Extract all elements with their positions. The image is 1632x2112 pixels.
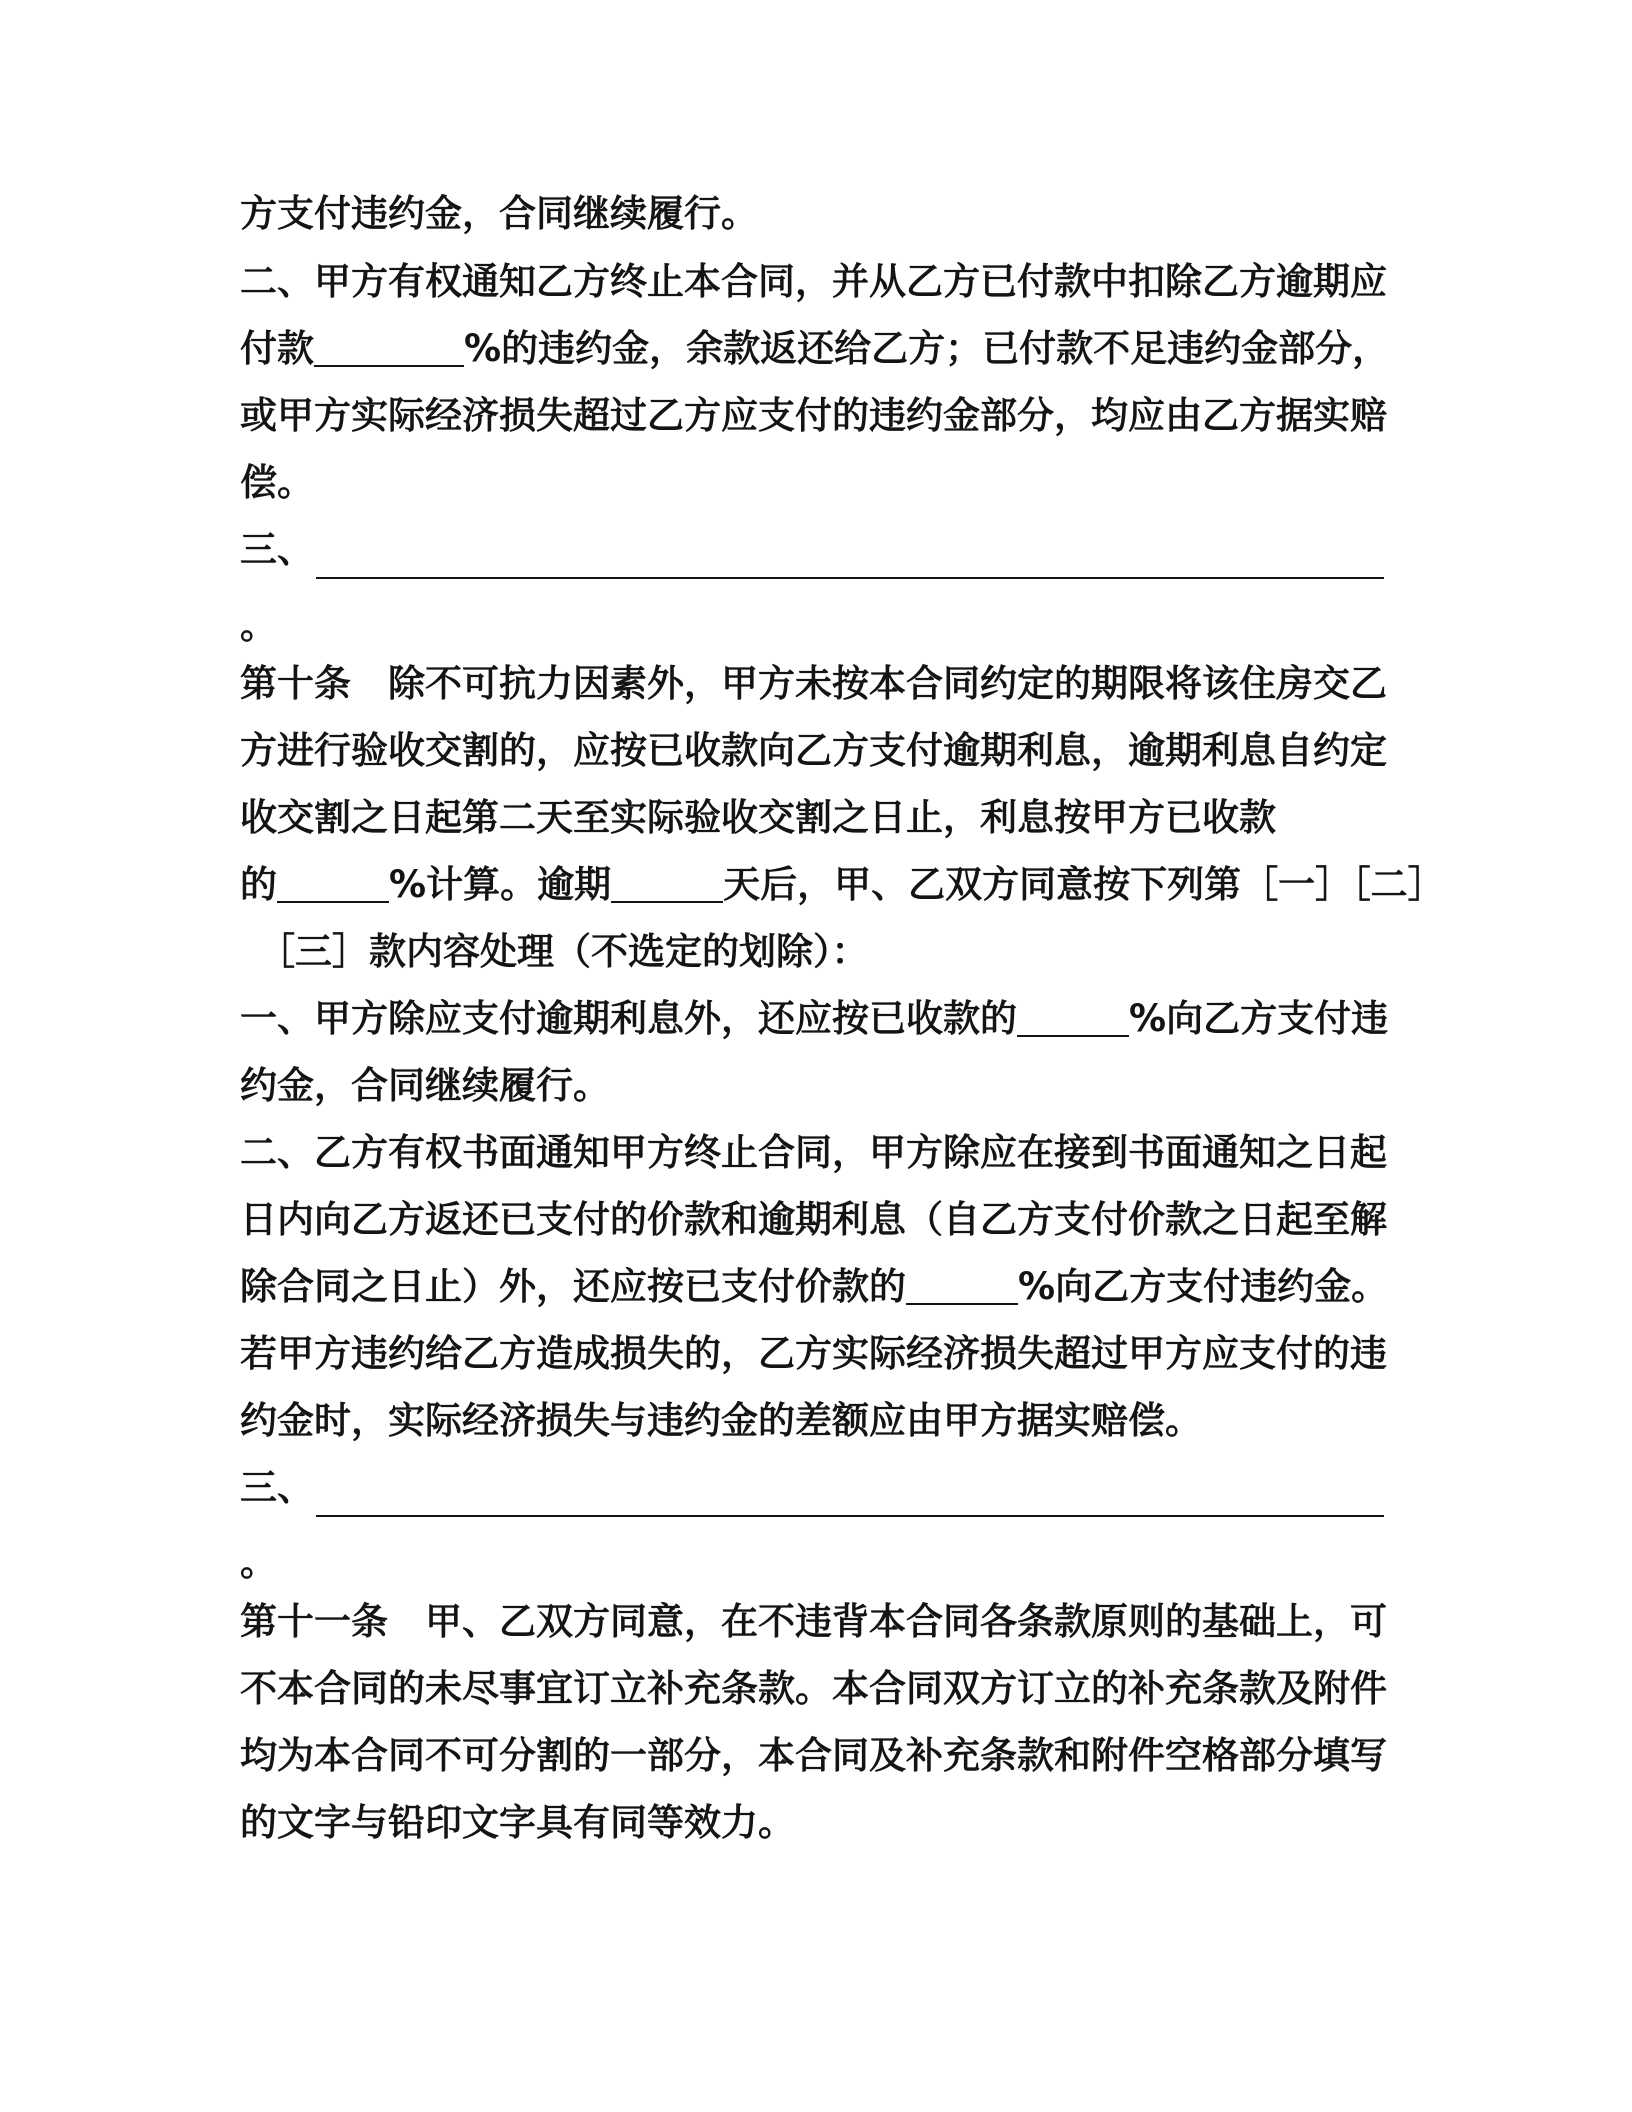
text-segment: %向乙方支付违约金。 <box>1018 1265 1389 1308</box>
text-line: 第十一条 甲、乙双方同意，在不违背本合同各条款原则的基础上，可 <box>240 1600 1387 1643</box>
fill-in-blank[interactable] <box>277 865 389 903</box>
text-line: 约金时，实际经济损失与违约金的差额应由甲方据实赔偿。 <box>240 1399 1202 1442</box>
text-line: 二、甲方有权通知乙方终止本合同，并从乙方已付款中扣除乙方逾期应 <box>240 260 1387 303</box>
fill-in-blank[interactable] <box>314 329 464 367</box>
fill-in-blank[interactable] <box>611 865 723 903</box>
text-segment: 天后，甲、乙双方同意按下列第［一］［二］ <box>723 863 1445 906</box>
text-line: 三、 <box>240 528 314 571</box>
text-line: 方支付违约金，合同继续履行。 <box>240 192 758 235</box>
text-line: 收交割之日起第二天至实际验收交割之日止，利息按甲方已收款 <box>240 796 1276 839</box>
fill-in-blank[interactable] <box>1017 999 1129 1037</box>
text-line: 方进行验收交割的，应按已收款向乙方支付逾期利息，逾期利息自约定 <box>240 729 1387 772</box>
text-line: 不本合同的未尽事宜订立补充条款。本合同双方订立的补充条款及附件 <box>240 1667 1387 1710</box>
text-line: 若甲方违约给乙方造成损失的，乙方实际经济损失超过甲方应支付的违 <box>240 1332 1387 1375</box>
text-line: 第十条 除不可抗力因素外，甲方未按本合同约定的期限将该住房交乙 <box>240 662 1387 705</box>
text-line: 日内向乙方返还已支付的价款和逾期利息（自乙方支付价款之日起至解 <box>240 1198 1387 1241</box>
text-line: 。 <box>240 1541 277 1584</box>
text-line: 或甲方实际经济损失超过乙方应支付的违约金部分，均应由乙方据实赔 <box>240 394 1387 437</box>
text-line <box>240 994 1389 1044</box>
fill-in-blank[interactable] <box>906 1267 1018 1305</box>
text-line: 均为本合同不可分割的一部分，本合同及补充条款和附件空格部分填写 <box>240 1734 1387 1777</box>
text-line: ［三］款内容处理（不选定的划除）： <box>258 930 869 973</box>
text-line <box>240 324 1390 374</box>
text-line: 二、乙方有权书面通知甲方终止合同，甲方除应在接到书面通知之日起 <box>240 1131 1387 1174</box>
text-line: 的文字与铅印文字具有同等效力。 <box>240 1801 795 1844</box>
text-line: 偿。 <box>240 461 314 504</box>
text-line <box>240 1262 1389 1312</box>
text-segment: %计算。逾期 <box>389 863 612 906</box>
text-line: 三、 <box>240 1466 314 1509</box>
text-segment: 一、甲方除应支付逾期利息外，还应按已收款的 <box>240 997 1017 1040</box>
text-segment: %的违约金，余款返还给乙方；已付款不足违约金部分， <box>464 327 1390 370</box>
fill-in-line[interactable] <box>316 1515 1384 1517</box>
text-segment: 的 <box>240 863 277 906</box>
fill-in-line[interactable] <box>316 577 1384 579</box>
text-segment: %向乙方支付违 <box>1129 997 1389 1040</box>
text-segment: 付款 <box>240 327 314 370</box>
text-segment: 除合同之日止）外，还应按已支付价款的 <box>240 1265 906 1308</box>
text-line: 约金，合同继续履行。 <box>240 1064 610 1107</box>
text-line <box>240 860 1445 910</box>
text-line: 。 <box>240 604 277 647</box>
